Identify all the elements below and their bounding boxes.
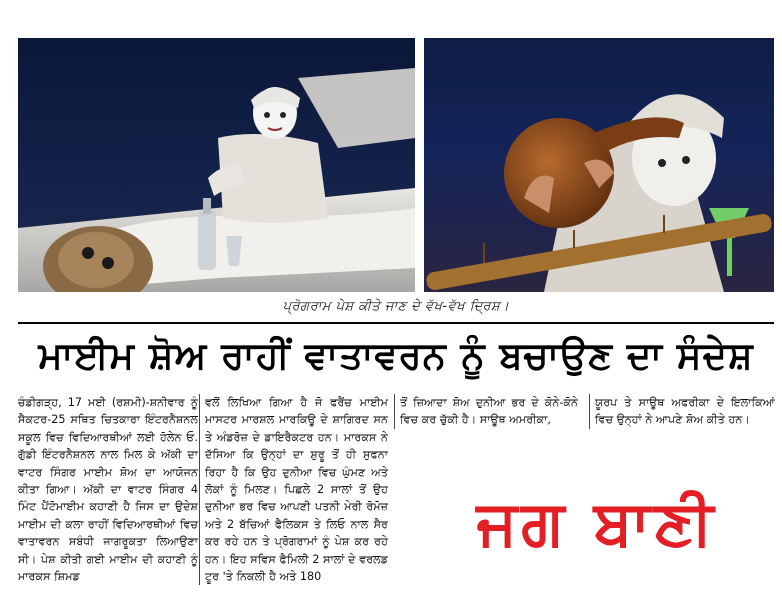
article-column-2 (205, 394, 388, 585)
photo-left (18, 38, 415, 292)
article-text-col1: ਚੰਡੀਗੜ੍ਹ, 17 ਮਈ (ਰਸ਼ਮੀ)-ਸ਼ਨੀਵਾਰ ਨੂੰ ਸੈਕਟਰ-25 ਸਥਿਤ ਚਿਤਕਾਰਾ ਇੰਟਰਨੈਸ਼ਨਲ ਸਕੂਲ ਵਿਚ ਵਿਦਿਆਰਥੀਆਂ ਲਈ ਹੋਲੇਨ ਓ. ਗੁੱਡੀ ਇੰਟਰਨੈਸ਼ਨਲ ਨਾਲ ਮਿਲ ਕੇ ਅੱਕੀ ਦਾ ਵਾਟਰ ਸਿੰਗਰ ਮਾਈਮ ਸ਼ੋਅ ਦਾ ਆਯੋਜਨ ਕੀਤਾ ਗਿਆ। ਅੱਕੀ ਦਾ ਵਾਟਰ ਸਿੰਗਰ 4 ਮਿੰਟ ਪੈਂਟੋਮਾਈਮ ਕਹਾਣੀ ਹੈ ਜਿਸ ਦਾ ਉਦੇਸ਼ ਮਾਈਮ ਦੀ ਕਲਾ ਰਾਹੀਂ ਵਿਦਿਆਰਥੀਆਂ ਵਿਚ ਵਾਤਾਵਰਨ ਸਬੰਧੀ ਜਾਗਰੂਕਤਾ ਲਿਆਉਣਾ ਸੀ। ਪੇਸ਼ ਕੀਤੀ ਗਈ ਮਾਈਮ ਦੀ ਕਹਾਣੀ ਨੂੰ ਮਾਰਕਸ ਸ਼ਿਮਡ (18, 396, 198, 584)
photo-right (424, 38, 774, 292)
column-divider (589, 394, 590, 429)
article-column-3 (400, 394, 578, 429)
article-text-col2: ਵਲੋਂ ਲਿਖਿਆ ਗਿਆ ਹੈ ਜੋ ਫਰੈਂਚ ਮਾਈਮ ਮਾਸਟਰ ਮਾਰਸ਼ਲ ਮਾਰਕਿਊ ਦੇ ਸ਼ਾਗਿਰਦ ਸਨ ਤੇ ਅੰਡਰੋਜ਼ ਦੇ ਡਾਇਰੈਕਟਰ ਹਨ। ਮਾਰਕਸ ਨੇ ਦੱਸਿਆ ਕਿ ਉਨ੍ਹਾਂ ਦਾ ਸ਼ੁਰੂ ਤੋਂ ਹੀ ਸੁਫਨਾ ਰਿਹਾ ਹੈ ਕਿ ਉਹ ਦੁਨੀਆ ਵਿਚ ਘੁੰਮਣ ਅਤੇ ਲੋਕਾਂ ਨੂੰ ਮਿਲਣ। ਪਿਛਲੇ 2 ਸਾਲਾਂ ਤੋਂ ਉਹ ਦੁਨੀਆ ਭਰ ਵਿਚ ਆਪਣੀ ਪਤਨੀ ਮੇਰੀ ਰੋਮੋਜ਼ ਅਤੇ 2 ਬੱਚਿਆਂ ਫੈਲਿਕਸ ਤੇ ਲਿਓ ਨਾਲ ਸੈਰ ਕਰ ਰਹੇ ਹਨ ਤੇ ਪ੍ਰੋਗਰਾਮਾਂ ਨੂੰ ਪੇਸ਼ ਕਰ ਰਹੇ ਹਨ। ਇਹ ਸਵਿਸ ਫੈਮਿਲੀ 2 ਸਾਲਾਂ ਦੇ ਵਰਲਡ ਟੂਰ 'ਤੇ ਨਿਕਲੀ ਹੈ ਅਤੇ 180 (205, 396, 388, 584)
photo-caption: ਪ੍ਰੋਗਰਾਮ ਪੇਸ਼ ਕੀਤੇ ਜਾਣ ਦੇ ਵੱਖ-ਵੱਖ ਦ੍ਰਿਸ਼। (282, 298, 510, 314)
mime-scene-left-image (18, 38, 415, 292)
article-text-col4: ਯੂਰਪ ਤੇ ਸਾਊਥ ਅਫਰੀਕਾ ਦੇ ਇਲਾਕਿਆਂ ਵਿਚ ਉਨ੍ਹਾਂ ਨੇ ਆਪਣੇ ਸ਼ੋਅ ਕੀਤੇ ਹਨ। (595, 396, 775, 427)
column-divider (394, 394, 395, 429)
headline: ਮਾਈਮ ਸ਼ੋਅ ਰਾਹੀਂ ਵਾਤਾਵਰਨ ਨੂੰ ਬਚਾਉਣ ਦਾ ਸੰਦੇਸ਼ (18, 322, 774, 388)
column-divider (199, 394, 200, 585)
newspaper-masthead: ਜਗ ਬਾਣੀ (476, 486, 718, 559)
article-column-1 (18, 394, 198, 585)
article-text-col3: ਤੋਂ ਜ਼ਿਆਦਾ ਸ਼ੋਅ ਦੁਨੀਆ ਭਰ ਦੇ ਕੋਨੇ-ਕੋਨੇ ਵਿਚ ਕਰ ਚੁੱਕੀ ਹੈ। ਸਾਊਥ ਅਮਰੀਕਾ, (400, 396, 578, 427)
mime-scene-right-image (424, 38, 774, 292)
article-column-4 (595, 394, 775, 429)
